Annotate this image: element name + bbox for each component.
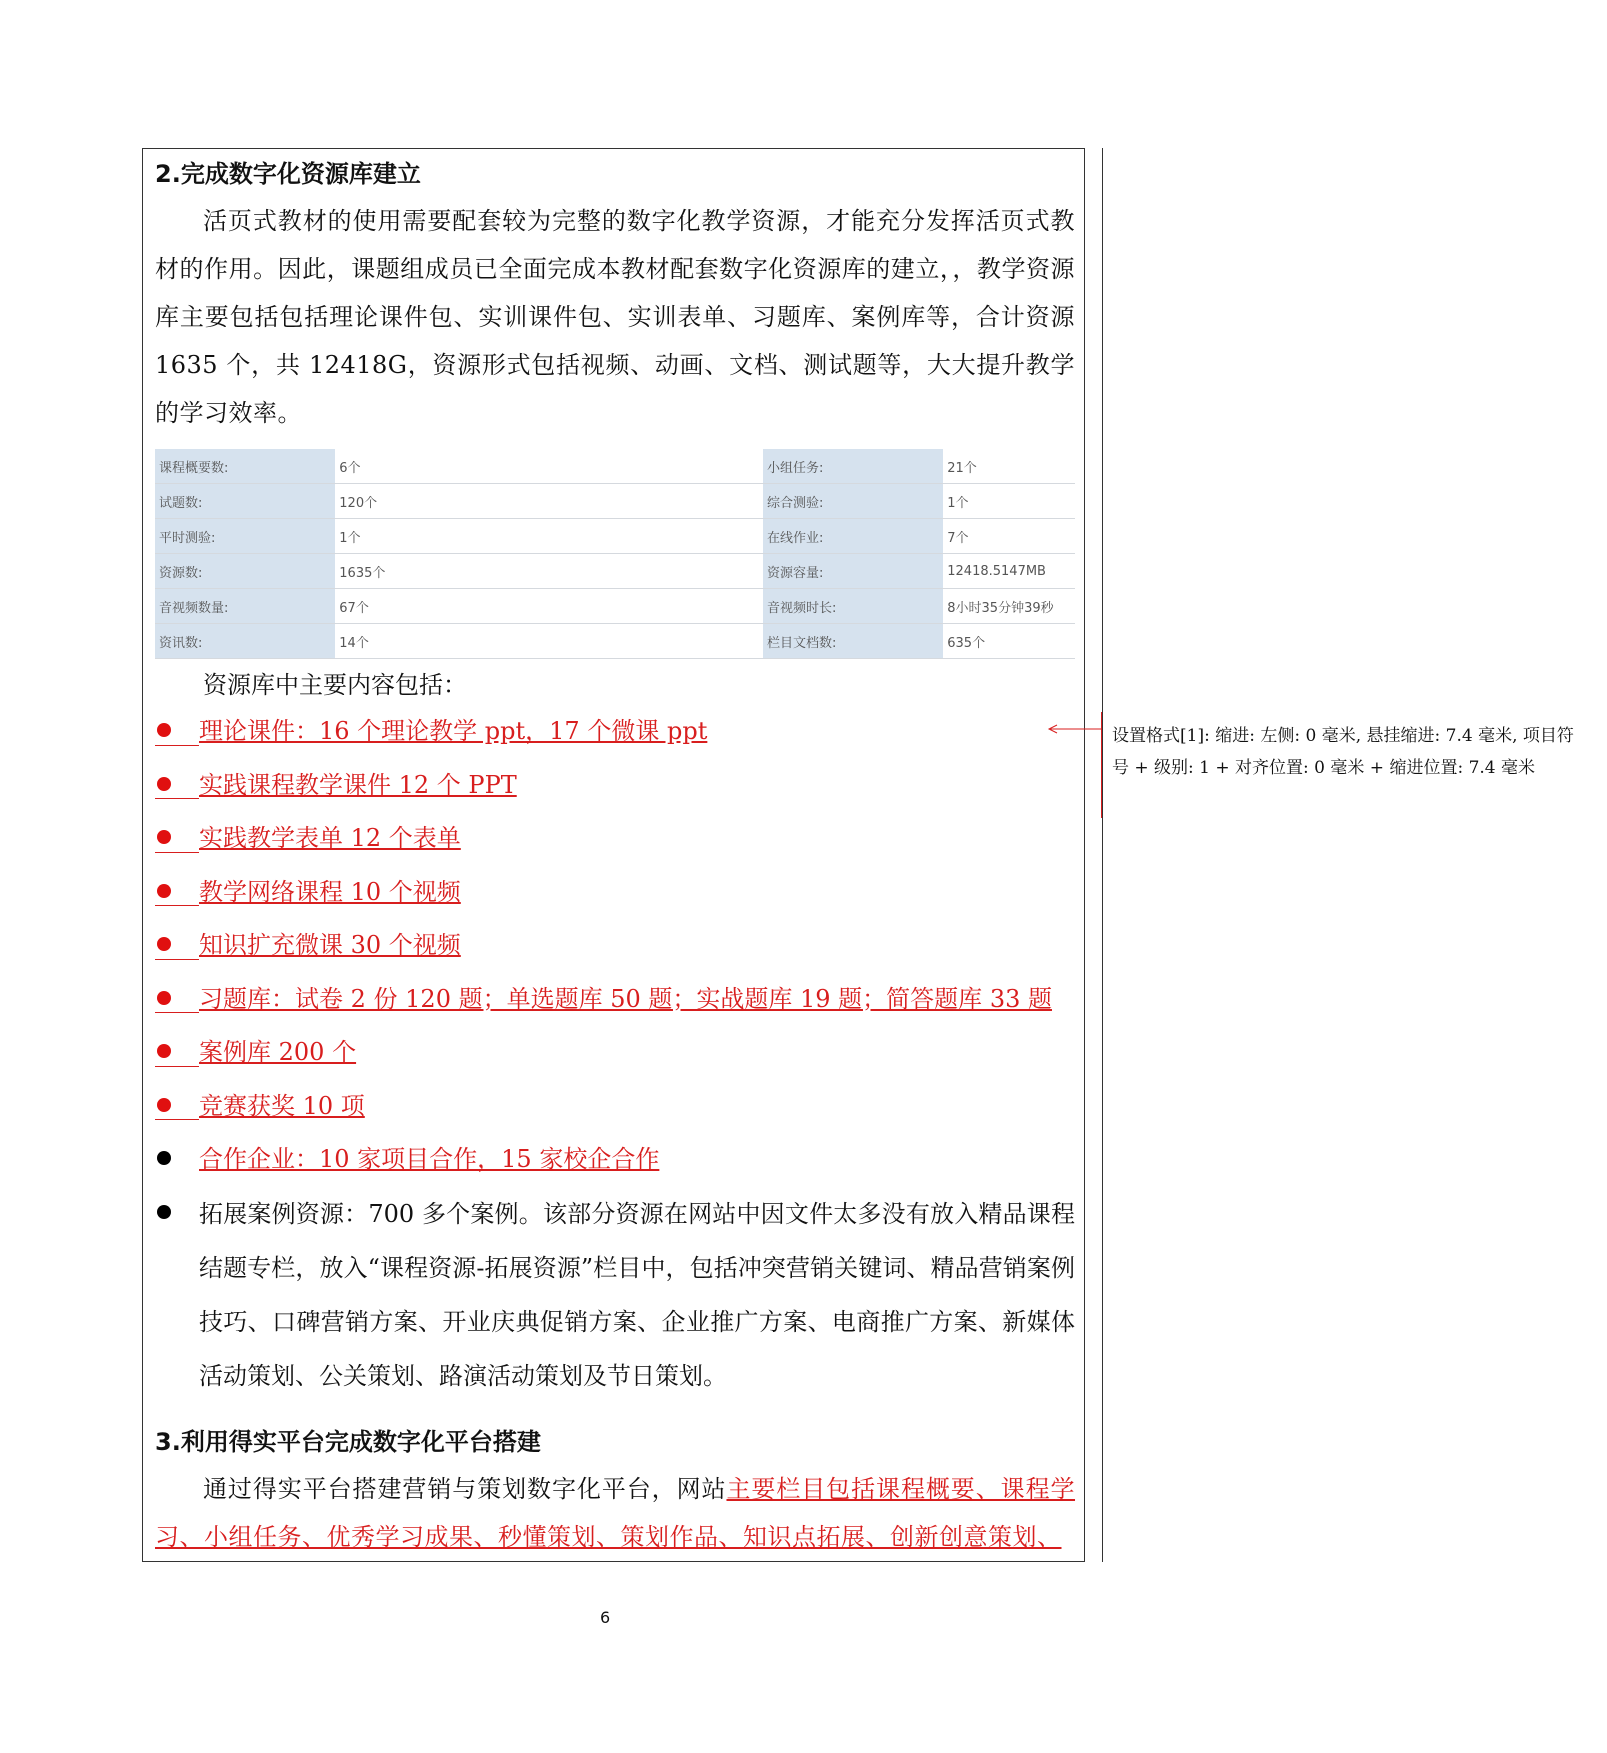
list-item-text: 案例库 200 个 bbox=[199, 1038, 357, 1066]
stat-label: 在线作业: bbox=[763, 519, 943, 554]
content-body bbox=[155, 149, 1075, 1561]
list-item bbox=[155, 1133, 1075, 1187]
stat-label: 音视频数量: bbox=[155, 589, 335, 624]
section-3-paragraph bbox=[155, 1465, 1075, 1561]
bullet-icon bbox=[157, 991, 171, 1005]
bullet-icon bbox=[157, 884, 171, 898]
stat-value: 1个 bbox=[943, 484, 1075, 519]
list-item bbox=[155, 812, 1075, 866]
list-item-text: 理论课件：16 个理论教学 ppt，17 个微课 ppt bbox=[199, 717, 708, 745]
list-item bbox=[155, 919, 1075, 973]
stat-label: 平时测验: bbox=[155, 519, 335, 554]
stat-label: 资讯数: bbox=[155, 624, 335, 659]
resource-intro: 资源库中主要内容包括： bbox=[203, 671, 467, 699]
stat-value: 1635个 bbox=[335, 554, 763, 589]
resource-list bbox=[155, 705, 1075, 1403]
stat-value: 635个 bbox=[943, 624, 1075, 659]
stat-label: 小组任务: bbox=[763, 449, 943, 484]
stat-value: 21个 bbox=[943, 449, 1075, 484]
list-item bbox=[155, 759, 1075, 813]
table-row bbox=[155, 554, 1075, 589]
stat-label: 课程概要数: bbox=[155, 449, 335, 484]
list-item-text: 拓展案例资源：700 多个案例。该部分资源在网站中因文件太多没有放入精品课程结题专栏，放入“课程资源-拓展资源”栏目中，包括冲突营销关键词、精品营销案例技巧、口碑营销方案、开业庆典促销方案、企业推广方案、电商推广方案、新媒体活动策划、公关策划、路演活动策划及节日策划。 bbox=[199, 1199, 1075, 1390]
list-item bbox=[155, 1187, 1075, 1403]
table-row bbox=[155, 449, 1075, 484]
stat-value: 7个 bbox=[943, 519, 1075, 554]
list-item-text: 合作企业：10 家项目合作，15 家校企合作 bbox=[199, 1145, 660, 1173]
stat-label: 综合测验: bbox=[763, 484, 943, 519]
list-item-text: 实践课程教学课件 12 个 PPT bbox=[199, 770, 517, 799]
stat-value: 67个 bbox=[335, 589, 763, 624]
section-3-text: 通过得实平台搭建营销与策划数字化平台，网站 bbox=[203, 1474, 727, 1503]
resource-stats-table bbox=[155, 449, 1075, 659]
table-row bbox=[155, 589, 1075, 624]
list-item-text: 知识扩充微课 30 个视频 bbox=[199, 931, 461, 959]
stat-value: 12418.5147MB bbox=[943, 554, 1075, 589]
stat-value: 14个 bbox=[335, 624, 763, 659]
list-item bbox=[155, 866, 1075, 920]
stat-value: 8小时35分钟39秒 bbox=[943, 589, 1075, 624]
stat-value: 1个 bbox=[335, 519, 763, 554]
list-item-text: 实践教学表单 12 个表单 bbox=[199, 824, 461, 852]
table-row bbox=[155, 519, 1075, 554]
stat-label: 试题数: bbox=[155, 484, 335, 519]
bullet-icon bbox=[157, 1205, 171, 1219]
stat-label: 资源容量: bbox=[763, 554, 943, 589]
list-item bbox=[155, 973, 1075, 1027]
section-3-revised-text: 主要栏目包括课程概要、课程学习、小组任务、优秀学习成果、秒懂策划、策划作品、知识点拓展、创新创意策划、 bbox=[155, 1474, 1076, 1551]
list-item-text: 习题库：试卷 2 份 120 题；单选题库 50 题；实战题库 19 题；简答题库 33 题 bbox=[199, 984, 1052, 1013]
bullet-icon bbox=[157, 1151, 171, 1165]
bullet-icon bbox=[157, 777, 171, 791]
list-item bbox=[155, 1026, 1075, 1080]
bullet-icon bbox=[157, 830, 171, 844]
comment-connector-arrow-icon bbox=[1045, 724, 1101, 734]
list-item bbox=[155, 1080, 1075, 1134]
list-item-text: 竞赛获奖 10 项 bbox=[199, 1091, 365, 1120]
stat-label: 栏目文档数: bbox=[763, 624, 943, 659]
bullet-icon bbox=[157, 723, 171, 737]
comment-marker bbox=[1101, 712, 1102, 818]
stat-value: 6个 bbox=[335, 449, 763, 484]
section-2-title: 2.完成数字化资源库建立 bbox=[155, 160, 421, 188]
list-item bbox=[155, 705, 1075, 759]
table-row bbox=[155, 624, 1075, 659]
stat-label: 资源数: bbox=[155, 554, 335, 589]
section-3-title: 3.利用得实平台完成数字化平台搭建 bbox=[155, 1427, 541, 1456]
stat-value: 120个 bbox=[335, 484, 763, 519]
content-frame bbox=[142, 148, 1085, 1562]
margin-divider bbox=[1102, 148, 1103, 1562]
bullet-icon bbox=[157, 937, 171, 951]
format-comment[interactable]: 设置格式[1]: 缩进: 左侧: 0 毫米, 悬挂缩进: 7.4 毫米, 项目符号 + 级别: 1 + 对齐位置: 0 毫米 + 缩进位置: 7.4 毫米 bbox=[1112, 726, 1574, 778]
page-number: 6 bbox=[600, 1608, 611, 1627]
section-2-paragraph: 活页式教材的使用需要配套较为完整的数字化教学资源，才能充分发挥活页式教材的作用。因此，课题组成员已全面完成本教材配套数字化资源库的建立，，教学资源库主要包括包括理论课件包、实训课件包、实训表单、习题库、案例库等，合计资源 1635 个，共 12418G，资源形式包括视频、动画、文档、测试题等，大大提升教学的学习效率。 bbox=[155, 207, 1075, 427]
stat-label: 音视频时长: bbox=[763, 589, 943, 624]
list-item-text: 教学网络课程 10 个视频 bbox=[199, 877, 461, 906]
bullet-icon bbox=[157, 1044, 171, 1058]
table-row bbox=[155, 484, 1075, 519]
bullet-icon bbox=[157, 1098, 171, 1112]
